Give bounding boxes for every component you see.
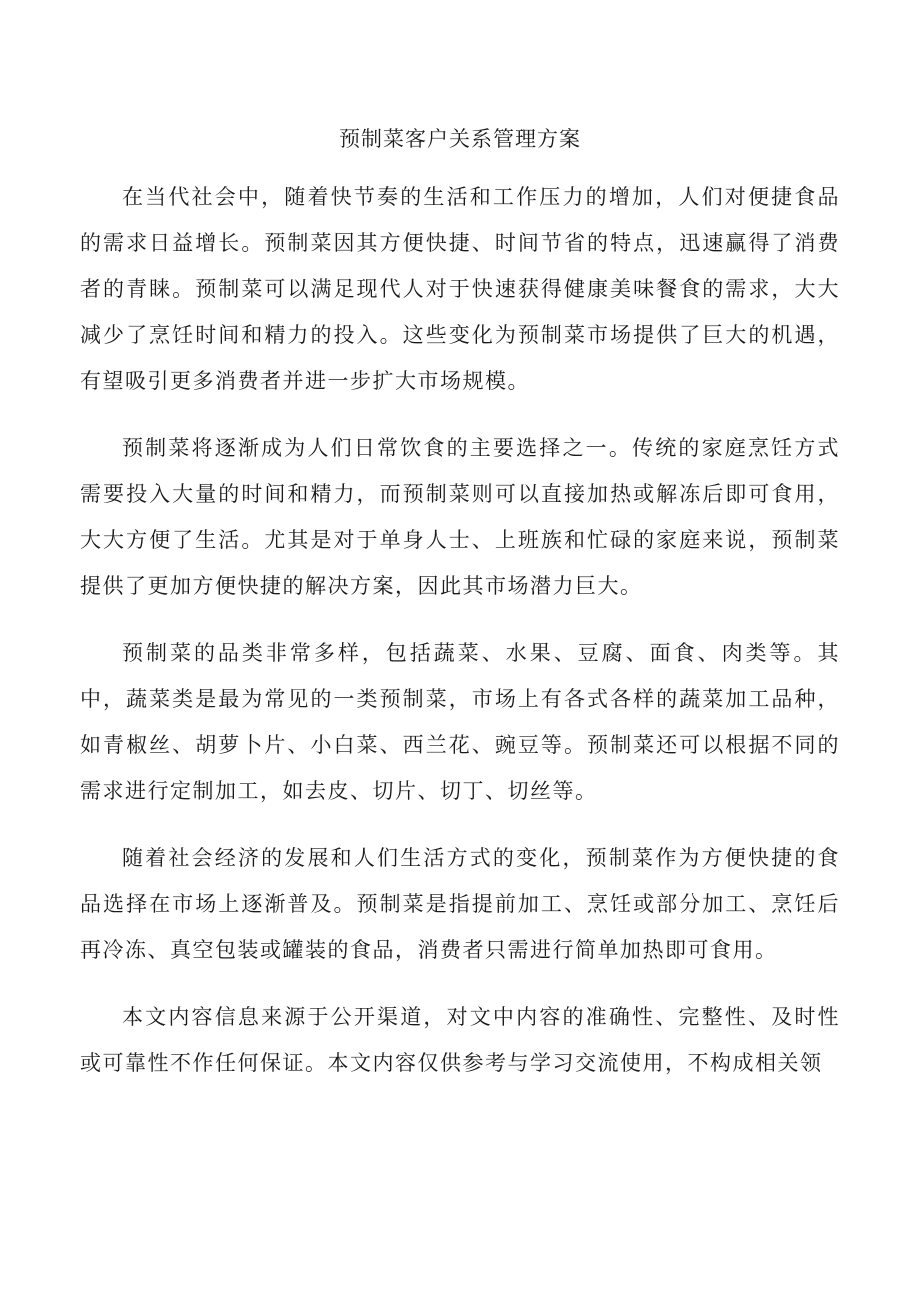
paragraph-disclaimer: 本文内容信息来源于公开渠道，对文中内容的准确性、完整性、及时性或可靠性不作任何保证。本文内容仅供参考与学习交流使用，不构成相关领 bbox=[80, 1005, 840, 1075]
paragraph-daily-diet: 预制菜将逐渐成为人们日常饮食的主要选择之一。传统的家庭烹饪方式需要投入大量的时间和精力，而预制菜则可以直接加热或解冻后即可食用，大大方便了生活。尤其是对于单身人士、上班族和忙碌的家庭来说，预制菜提供了更加方便快捷的解决方案，因此其市场潜力巨大。 bbox=[80, 436, 840, 598]
document-body bbox=[80, 174, 840, 1107]
document-title: 预制菜客户关系管理方案 bbox=[339, 127, 581, 151]
paragraph-definition: 随着社会经济的发展和人们生活方式的变化，预制菜作为方便快捷的食品选择在市场上逐渐普及。预制菜是指提前加工、烹饪或部分加工、烹饪后再冷冻、真空包装或罐装的食品，消费者只需进行简单加热即可食用。 bbox=[80, 846, 840, 962]
paragraph-categories: 预制菜的品类非常多样，包括蔬菜、水果、豆腐、面食、肉类等。其中，蔬菜类是最为常见的一类预制菜，市场上有各式各样的蔬菜加工品种，如青椒丝、胡萝卜片、小白菜、西兰花、豌豆等。预制菜还可以根据不同的需求进行定制加工，如去皮、切片、切丁、切丝等。 bbox=[80, 641, 840, 803]
paragraph-intro: 在当代社会中，随着快节奏的生活和工作压力的增加，人们对便捷食品的需求日益增长。预制菜因其方便快捷、时间节省的特点，迅速赢得了消费者的青睐。预制菜可以满足现代人对于快速获得健康美味餐食的需求，大大减少了烹饪时间和精力的投入。这些变化为预制菜市场提供了巨大的机遇，有望吸引更多消费者并进一步扩大市场规模。 bbox=[80, 185, 840, 393]
